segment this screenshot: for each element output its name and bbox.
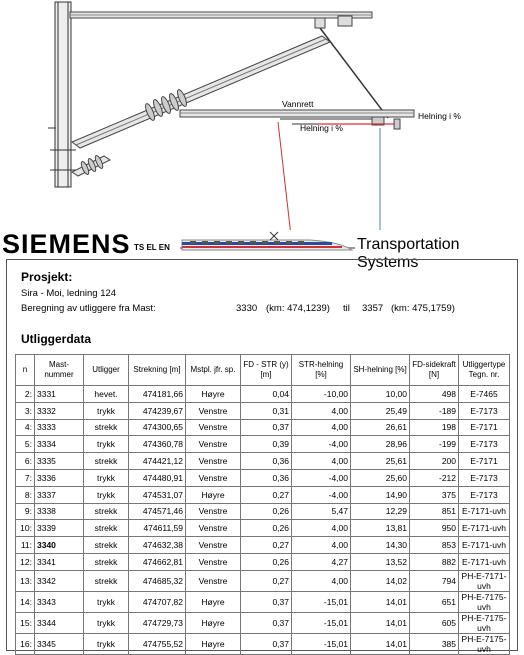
table-cell: 3345	[35, 633, 84, 654]
table-cell: 0,31	[241, 402, 292, 419]
table-cell: 0,37	[241, 591, 292, 612]
table-row	[16, 570, 510, 591]
table-cell: 4,00	[292, 419, 351, 436]
table-cell: Venstre	[186, 553, 241, 570]
table-header-row	[16, 355, 510, 386]
project-name: Sira - Moi, ledning 124	[21, 288, 117, 299]
table-cell: -4,00	[292, 486, 351, 503]
to-km: (km: 475,1759)	[391, 303, 455, 314]
table-cell: 3335	[35, 453, 84, 470]
table-row	[16, 486, 510, 503]
table-cell: PH-E-7171-uvh	[459, 570, 510, 591]
table-cell: 474707,82	[129, 591, 186, 612]
table-cell: 0,26	[241, 503, 292, 520]
table-cell: 13,52	[351, 553, 410, 570]
table-cell: 14,90	[351, 486, 410, 503]
table-cell: E-7173	[459, 486, 510, 503]
col-n: n	[16, 355, 35, 386]
table-cell: PH-E-7175-uvh	[459, 612, 510, 633]
table-cell: 28,96	[351, 436, 410, 453]
table-cell: 474181,66	[129, 386, 186, 403]
table-cell: 3341	[35, 553, 84, 570]
table-cell: 0,04	[241, 386, 292, 403]
table-row	[16, 633, 510, 654]
table-cell: 474300,65	[129, 419, 186, 436]
table-cell: 198	[410, 419, 459, 436]
col-mast: Mast-nummer	[35, 355, 84, 386]
table-cell: Høyre	[186, 612, 241, 633]
siemens-logo: SIEMENS	[2, 229, 131, 259]
table-cell: 385	[410, 633, 459, 654]
table-cell: E-7171-uvh	[459, 553, 510, 570]
table-cell: 12,29	[351, 503, 410, 520]
table-cell: 474662,81	[129, 553, 186, 570]
col-sh-helning: SH-helning [%]	[351, 355, 410, 386]
table-cell: Venstre	[186, 402, 241, 419]
calc-label: Beregning av utliggere fra Mast:	[21, 303, 156, 314]
table-cell: Venstre	[186, 537, 241, 554]
table-cell: 14,01	[351, 591, 410, 612]
table-cell: 200	[410, 453, 459, 470]
table-cell: 882	[410, 553, 459, 570]
table-cell: 3332	[35, 402, 84, 419]
table-cell: 14:	[16, 591, 35, 612]
table-cell: Venstre	[186, 436, 241, 453]
table-cell: 0,27	[241, 537, 292, 554]
table-cell: 10:	[16, 520, 35, 537]
str-helning-arrow	[278, 122, 312, 230]
table-cell: 3333	[35, 419, 84, 436]
table-cell: E-7171-uvh	[459, 520, 510, 537]
table-cell: 474239,67	[129, 402, 186, 419]
table-cell: E-7171-uvh	[459, 503, 510, 520]
table-cell: 2:	[16, 386, 35, 403]
division-name: Transportation Systems	[357, 236, 460, 271]
table-cell: 4,27	[292, 553, 351, 570]
table-cell: E-7173	[459, 402, 510, 419]
table-cell: 3338	[35, 503, 84, 520]
table-cell: trykk	[84, 633, 129, 654]
cantilever-diagram	[0, 0, 524, 230]
division-code: TS EL EN	[134, 243, 170, 252]
table-cell: 6:	[16, 453, 35, 470]
table-row	[16, 503, 510, 520]
col-strekning: Strekning [m]	[129, 355, 186, 386]
table-cell: Venstre	[186, 453, 241, 470]
table-cell: Høyre	[186, 486, 241, 503]
table-cell: 14,02	[351, 570, 410, 591]
table-cell: 474421,12	[129, 453, 186, 470]
table-row	[16, 402, 510, 419]
table-cell: 8:	[16, 486, 35, 503]
table-cell: hevet.	[84, 386, 129, 403]
table-cell: Venstre	[186, 419, 241, 436]
table-cell: PH-E-7175-uvh	[459, 591, 510, 612]
table-cell: 5:	[16, 436, 35, 453]
table-row	[16, 537, 510, 554]
table-cell: strekk	[84, 419, 129, 436]
table-row	[16, 419, 510, 436]
label-helning-pct-right: Helning i %	[418, 111, 461, 121]
table-cell: 0,37	[241, 612, 292, 633]
table-cell: -199	[410, 436, 459, 453]
table-cell: 0,37	[241, 633, 292, 654]
table-cell: 375	[410, 486, 459, 503]
table-cell: 14,01	[351, 633, 410, 654]
table-cell: Høyre	[186, 633, 241, 654]
table-cell: 3342	[35, 570, 84, 591]
table-cell: Venstre	[186, 520, 241, 537]
table-cell: PH-E-7175-uvh	[459, 633, 510, 654]
table-cell: trykk	[84, 612, 129, 633]
table-cell: -189	[410, 402, 459, 419]
table-cell: 25,60	[351, 469, 410, 486]
table-cell: 3336	[35, 469, 84, 486]
table-cell: 4,00	[292, 402, 351, 419]
mast	[48, 2, 76, 187]
table-cell: 474360,78	[129, 436, 186, 453]
calc-range	[21, 303, 511, 314]
table-cell: trykk	[84, 486, 129, 503]
table-body	[16, 386, 510, 655]
table-cell: 474685,32	[129, 570, 186, 591]
table-cell: 14,01	[351, 612, 410, 633]
col-utliggertype: Utliggertype Tegn. nr.	[459, 355, 510, 386]
table-cell: 0,26	[241, 520, 292, 537]
table-cell: 0,37	[241, 419, 292, 436]
table-cell: 0,26	[241, 553, 292, 570]
table-cell: Venstre	[186, 469, 241, 486]
table-cell: 3:	[16, 402, 35, 419]
table-row	[16, 386, 510, 403]
report-page	[6, 259, 518, 654]
col-utligger: Utligger	[84, 355, 129, 386]
table-cell: 474480,91	[129, 469, 186, 486]
table-cell: Høyre	[186, 591, 241, 612]
table-cell: 15:	[16, 612, 35, 633]
cantilever-table	[15, 354, 510, 655]
table-cell: -4,00	[292, 436, 351, 453]
col-str-helning: STR-helning [%]	[292, 355, 351, 386]
table-cell: 10,00	[351, 386, 410, 403]
stay-tube	[320, 28, 388, 118]
section-title: Utliggerdata	[21, 332, 92, 346]
label-helning-pct: Helning i %	[300, 123, 343, 133]
til-label: til	[343, 303, 350, 314]
table-cell: 0,39	[241, 436, 292, 453]
table-cell: 3344	[35, 612, 84, 633]
table-cell: strekk	[84, 537, 129, 554]
table-cell: Høyre	[186, 386, 241, 403]
table-cell: 3334	[35, 436, 84, 453]
table-cell: trykk	[84, 402, 129, 419]
table-cell: 474729,73	[129, 612, 186, 633]
table-cell: trykk	[84, 591, 129, 612]
table-cell: 651	[410, 591, 459, 612]
table-row	[16, 469, 510, 486]
table-cell: 26,61	[351, 419, 410, 436]
table-cell: -10,00	[292, 386, 351, 403]
table-cell: E-7465	[459, 386, 510, 403]
table-cell: 13:	[16, 570, 35, 591]
table-cell: 11:	[16, 537, 35, 554]
table-cell: 25,49	[351, 402, 410, 419]
table-cell: E-7171	[459, 419, 510, 436]
table-cell: 3337	[35, 486, 84, 503]
col-fd-str: FD - STR (y) [m]	[241, 355, 292, 386]
table-cell: Venstre	[186, 570, 241, 591]
table-row	[16, 553, 510, 570]
insulator	[72, 155, 110, 176]
table-cell: strekk	[84, 553, 129, 570]
table-cell: strekk	[84, 520, 129, 537]
table-cell: E-7173	[459, 469, 510, 486]
table-cell: 498	[410, 386, 459, 403]
table-cell: 4,00	[292, 570, 351, 591]
train-image	[180, 230, 355, 258]
table-row	[16, 612, 510, 633]
table-cell: E-7173	[459, 436, 510, 453]
table-cell: 7:	[16, 469, 35, 486]
table-cell: 12:	[16, 553, 35, 570]
table-cell: 4,00	[292, 453, 351, 470]
table-cell: 9:	[16, 503, 35, 520]
table-cell: strekk	[84, 570, 129, 591]
diagonal-strut	[72, 36, 330, 148]
table-cell: -4,00	[292, 469, 351, 486]
table-cell: 0,36	[241, 469, 292, 486]
to-mast: 3357	[362, 303, 384, 314]
table-cell: E-7171	[459, 453, 510, 470]
registration-tube	[180, 110, 414, 129]
label-vannrett: Vannrett	[282, 99, 314, 109]
table-cell: -15,01	[292, 612, 351, 633]
col-fd-sidekraft: FD-sidekraft [N]	[410, 355, 459, 386]
table-cell: 0,36	[241, 453, 292, 470]
table-cell: 794	[410, 570, 459, 591]
table-cell: 0,27	[241, 570, 292, 591]
table-row	[16, 591, 510, 612]
table-cell: 3343	[35, 591, 84, 612]
table-cell: -15,01	[292, 633, 351, 654]
table-cell: 4,00	[292, 520, 351, 537]
table-cell: 851	[410, 503, 459, 520]
project-heading: Prosjekt:	[21, 270, 73, 284]
table-cell: 3340	[35, 537, 84, 554]
table-cell: 14,30	[351, 537, 410, 554]
table-cell: 474611,59	[129, 520, 186, 537]
table-cell: 0,27	[241, 486, 292, 503]
table-cell: 950	[410, 520, 459, 537]
top-tube	[70, 12, 372, 28]
table-cell: Venstre	[186, 503, 241, 520]
table-cell: trykk	[84, 436, 129, 453]
table-cell: 3339	[35, 520, 84, 537]
table-cell: 16:	[16, 633, 35, 654]
col-mstpl: Mstpl. jfr. sp.	[186, 355, 241, 386]
table-cell: 13,81	[351, 520, 410, 537]
table-cell: 25,61	[351, 453, 410, 470]
from-km: (km: 474,1239)	[266, 303, 330, 314]
table-cell: 605	[410, 612, 459, 633]
table-cell: E-7171-uvh	[459, 537, 510, 554]
table-cell: 474531,07	[129, 486, 186, 503]
table-cell: -212	[410, 469, 459, 486]
table-cell: strekk	[84, 453, 129, 470]
table-cell: strekk	[84, 503, 129, 520]
table-cell: 853	[410, 537, 459, 554]
table-cell: 474632,38	[129, 537, 186, 554]
table-cell: 4,00	[292, 537, 351, 554]
table-cell: -15,01	[292, 591, 351, 612]
table-row	[16, 453, 510, 470]
table-cell: 474571,46	[129, 503, 186, 520]
from-mast: 3330	[236, 303, 258, 314]
table-row	[16, 436, 510, 453]
table-cell: 5,47	[292, 503, 351, 520]
table-cell: 3331	[35, 386, 84, 403]
table-row	[16, 520, 510, 537]
table-cell: 474755,52	[129, 633, 186, 654]
table-cell: 4:	[16, 419, 35, 436]
table-cell: trykk	[84, 469, 129, 486]
